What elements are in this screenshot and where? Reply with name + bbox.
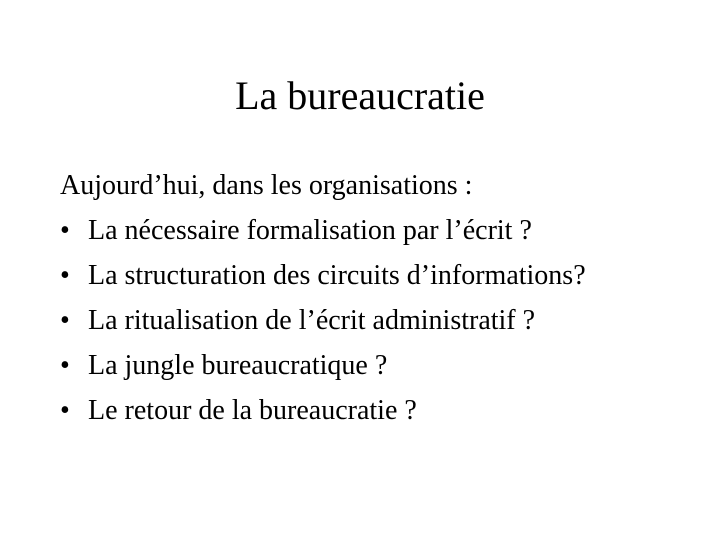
bullet-text: Le retour de la bureaucratie ? (88, 395, 417, 426)
bullet-item-2 (60, 253, 700, 298)
bullet-item-3 (60, 298, 700, 343)
bullet-item-1 (60, 208, 700, 253)
slide-title: La bureaucratie (235, 73, 485, 118)
bullet-icon: • (60, 260, 70, 291)
bullet-list (60, 208, 700, 433)
bullet-text: La ritualisation de l’écrit administratif ? (88, 305, 536, 336)
bullet-icon: • (60, 350, 70, 381)
bullet-text: La structuration des circuits d’informations? (88, 260, 586, 291)
bullet-text: La jungle bureaucratique ? (88, 350, 388, 381)
slide-body (60, 163, 700, 433)
bullet-item-5 (60, 388, 700, 433)
bullet-icon: • (60, 215, 70, 246)
bullet-item-4 (60, 343, 700, 388)
bullet-text: La nécessaire formalisation par l’écrit ? (88, 215, 532, 246)
bullet-icon: • (60, 395, 70, 426)
intro-line: Aujourd’hui, dans les organisations : (60, 170, 473, 201)
bullet-icon: • (60, 305, 70, 336)
